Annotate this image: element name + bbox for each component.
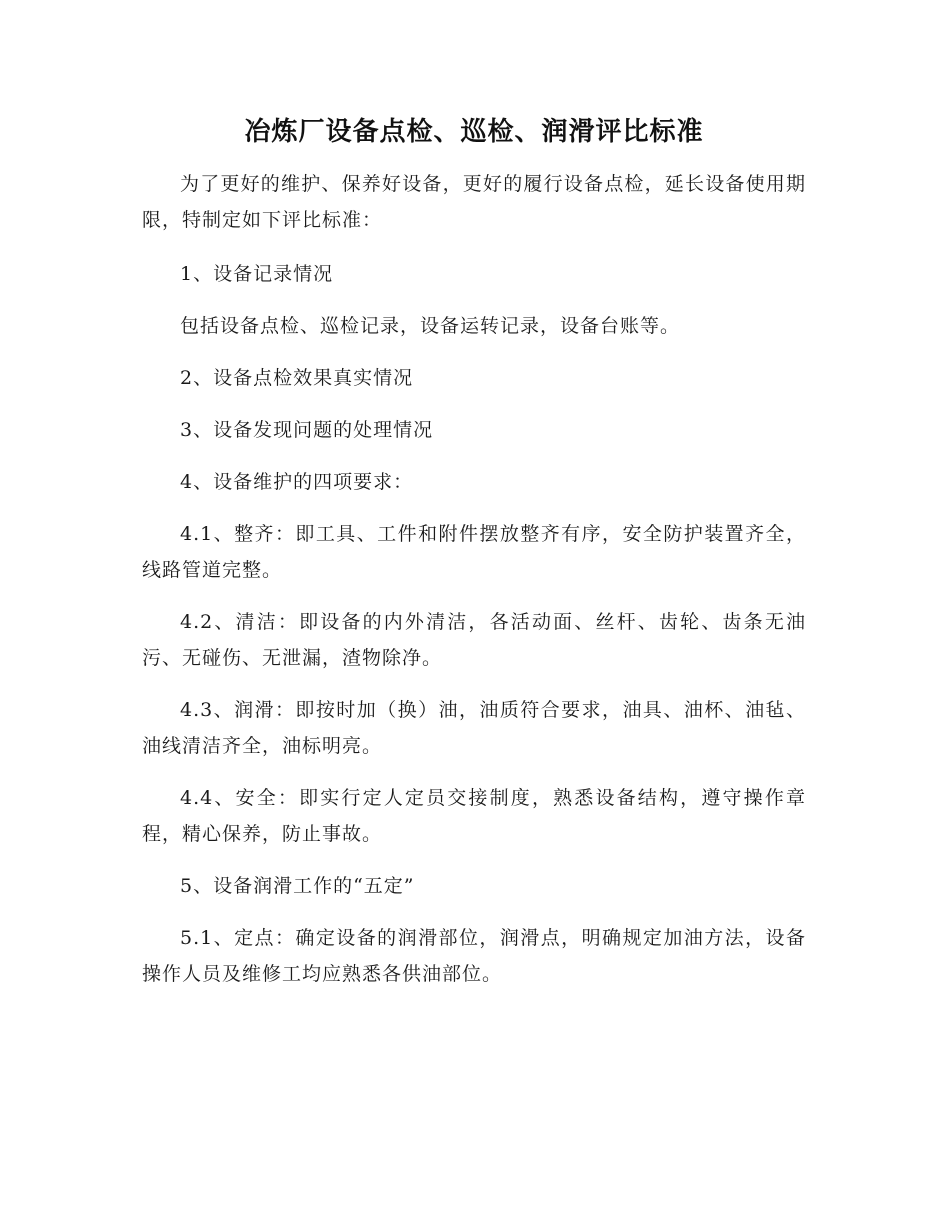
section-4-heading: 4、设备维护的四项要求： — [180, 471, 414, 493]
section-1-heading: 1、设备记录情况 — [180, 263, 334, 285]
section-5-heading: 5、设备润滑工作的“五定” — [180, 875, 415, 897]
section-4-2-paragraph: 4.2、清洁：即设备的内外清洁，各活动面、丝杆、齿轮、齿条无油污、无碰伤、无泄漏，渣物除净。 — [142, 611, 806, 669]
section-5-1-paragraph: 5.1、定点：确定设备的润滑部位，润滑点，明确规定加油方法，设备操作人员及维修工均应熟悉各供油部位。 — [142, 927, 806, 985]
section-2-heading: 2、设备点检效果真实情况 — [180, 367, 414, 389]
section-4-1-paragraph: 4.1、整齐：即工具、工件和附件摆放整齐有序，安全防护装置齐全，线路管道完整。 — [142, 523, 806, 581]
intro-paragraph: 为了更好的维护、保养好设备，更好的履行设备点检，延长设备使用期限，特制定如下评比标准： — [142, 173, 806, 231]
section-4-3-paragraph: 4.3、润滑：即按时加（换）油，油质符合要求，油具、油杯、油毡、油线清洁齐全，油标明亮。 — [142, 699, 806, 757]
document-title: 冶炼厂设备点检、巡检、润滑评比标准 — [244, 117, 704, 147]
section-4-4-paragraph: 4.4、安全：即实行定人定员交接制度，熟悉设备结构，遵守操作章程，精心保养，防止事故。 — [142, 787, 806, 845]
section-1-body: 包括设备点检、巡检记录，设备运转记录，设备台账等。 — [180, 315, 681, 337]
document-page — [142, 112, 806, 1008]
section-3-heading: 3、设备发现问题的处理情况 — [180, 419, 434, 441]
